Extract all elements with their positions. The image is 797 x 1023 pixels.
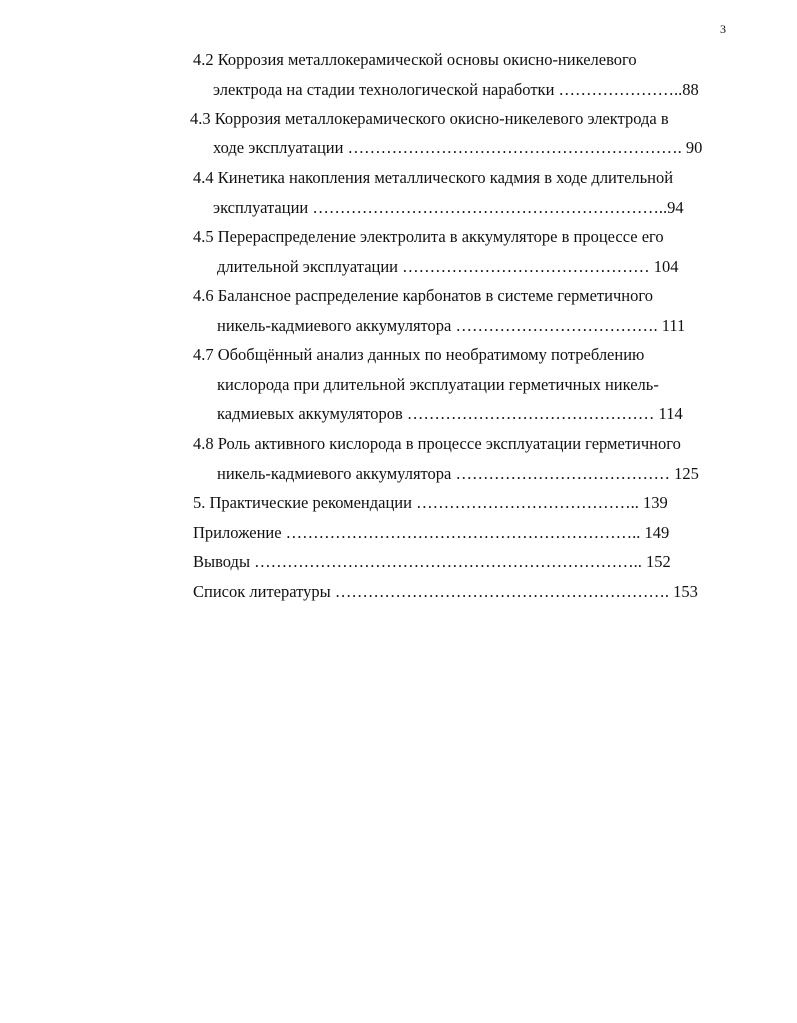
toc-entry-4-5: 4.5 Перераспределение электролита в аккумуляторе в процессе его (193, 227, 664, 246)
toc-entry-4-3: 4.3 Коррозия металлокерамического окисно-никелевого электрода в (190, 109, 669, 128)
toc-entry-4-7: 4.7 Обобщённый анализ данных по необратимому потреблению (193, 345, 645, 364)
toc-entry-4-8: 4.8 Роль активного кислорода в процессе эксплуатации герметичного (193, 434, 681, 453)
toc-entry-4-3-cont: ходе эксплуатации ……………………………………………………. 90 (213, 138, 703, 157)
toc-entry-4-4: 4.4 Кинетика накопления металлического кадмия в ходе длительной (193, 168, 674, 187)
toc-entry-4-4-cont: эксплуатации ………………………………………………………..94 (213, 198, 684, 217)
toc-entry-appendix: Приложение ……………………………………………………….. 149 (193, 523, 670, 542)
toc-entry-references: Список литературы ……………………………………………………. 153 (193, 582, 698, 601)
toc-entry-4-5-cont: длительной эксплуатации ……………………………………… 104 (217, 257, 679, 276)
toc-entry-conclusions: Выводы …………………………………………………………….. 152 (193, 552, 671, 571)
toc-entry-4-7-cont2: кадмиевых аккумуляторов ……………………………………… 114 (217, 404, 683, 423)
toc-entry-4-2-cont: электрода на стадии технологической наработки …………………..88 (213, 80, 699, 99)
toc-entry-5: 5. Практические рекомендации ………………………………….. 139 (193, 493, 668, 512)
page-number: 3 (720, 22, 726, 36)
toc-entry-4-6: 4.6 Балансное распределение карбонатов в системе герметичного (193, 286, 653, 305)
toc-entry-4-6-cont: никель-кадмиевого аккумулятора ………………………………. 111 (217, 316, 686, 335)
toc-entry-4-2: 4.2 Коррозия металлокерамической основы окисно-никелевого (193, 50, 637, 69)
toc-entry-4-8-cont: никель-кадмиевого аккумулятора ………………………………… 125 (217, 464, 699, 483)
toc-entry-4-7-cont1: кислорода при длительной эксплуатации герметичных никель- (217, 375, 659, 394)
